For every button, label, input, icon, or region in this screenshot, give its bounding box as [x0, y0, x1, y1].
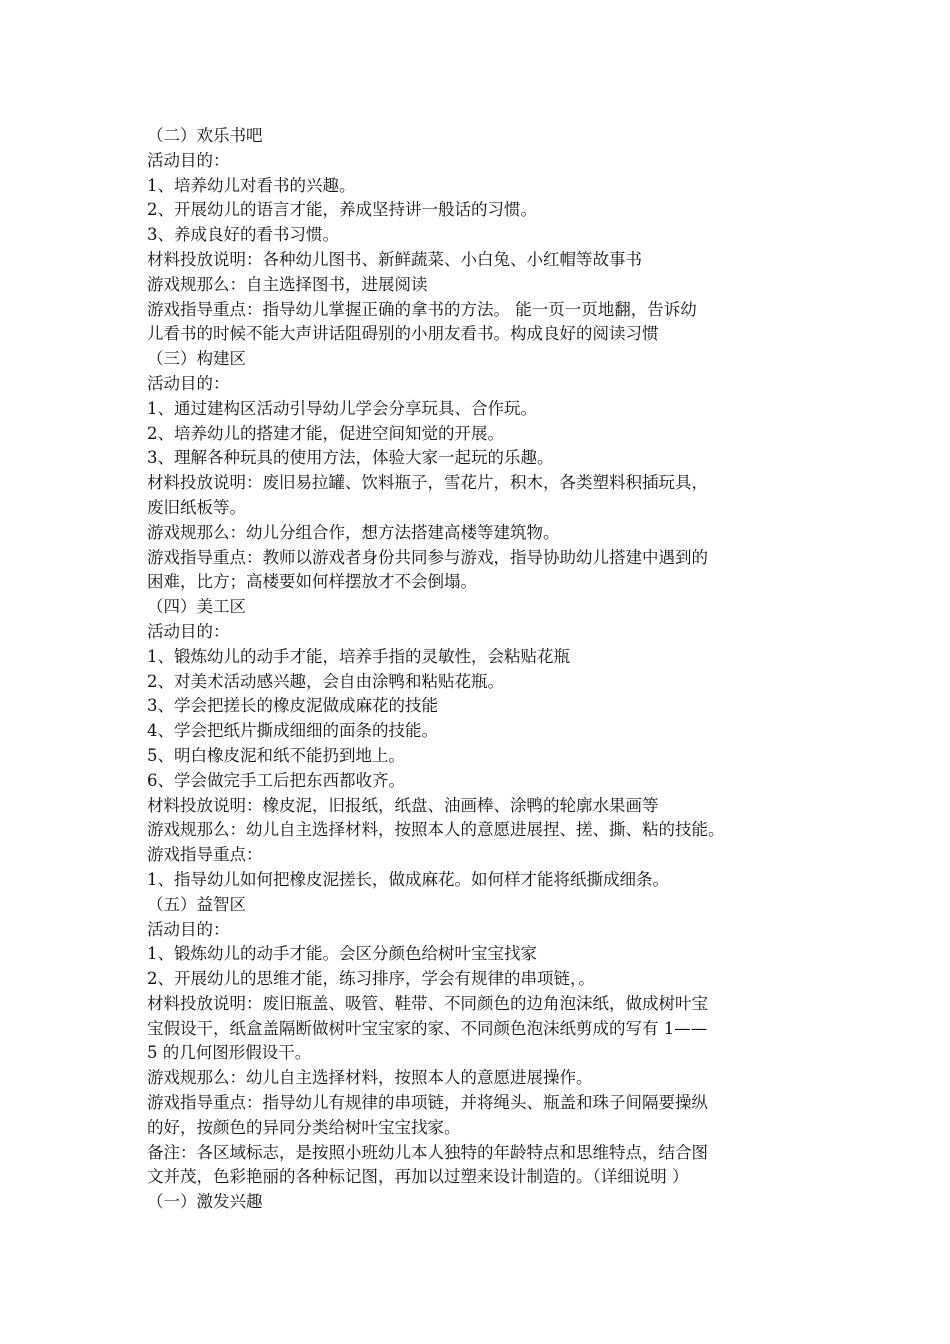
text-line: 游戏规那么：自主选择图书，进展阅读 — [147, 274, 428, 294]
text-line: 活动目的： — [147, 621, 230, 641]
text-line: 儿看书的时候不能大声讲话阻碍别的小朋友看书。构成良好的阅读习惯 — [147, 324, 659, 344]
text-line: 游戏规那么：幼儿自主选择材料，按照本人的意愿进展捏、搓、撕、粘的技能。 — [147, 820, 725, 840]
text-line: 6、学会做完手工后把东西都收齐。 — [147, 770, 405, 790]
section-heading-reading-corner: （二）欢乐书吧 — [147, 126, 263, 145]
section-heading-stimulate-interest: （一）激发兴趣 — [147, 1192, 263, 1212]
text-line: 3、学会把搓长的橡皮泥做成麻花的技能 — [147, 696, 438, 716]
text-line: 2、开展幼儿的思维才能，练习排序，学会有规律的串项链，。 — [147, 969, 595, 989]
text-line: 废旧纸板等。 — [147, 497, 246, 517]
text-line: 宝假设干，纸盒盖隔断做树叶宝宝家的家、不同颜色泡沫纸剪成的写有 1—— — [147, 1018, 708, 1038]
section-heading-building-area: （三）构建区 — [147, 349, 246, 369]
text-line: 材料投放说明：废旧瓶盖、吸管、鞋带、不同颜色的边角泡沫纸，做成树叶宝 — [147, 993, 708, 1013]
section-heading-puzzle-area: （五）益智区 — [147, 894, 246, 914]
text-line: 材料投放说明：废旧易拉罐、饮料瓶子，雪花片，积木，各类塑料积插玩具， — [147, 473, 708, 493]
text-line: 5、明白橡皮泥和纸不能扔到地上。 — [147, 745, 405, 765]
text-line: 活动目的： — [147, 373, 230, 393]
text-line: 2、培养幼儿的搭建才能，促进空间知觉的开展。 — [147, 423, 504, 443]
text-line: 游戏指导重点：指导幼儿掌握正确的拿书的方法。 能一页一页地翻，告诉幼 — [147, 299, 697, 319]
text-line: 5 的几何图形假设干。 — [147, 1043, 312, 1063]
text-line: 1、锻炼幼儿的动手才能。会区分颜色给树叶宝宝找家 — [147, 944, 537, 964]
text-line: 备注：各区域标志，是按照小班幼儿本人独特的年龄特点和思维特点，结合图 — [147, 1142, 708, 1162]
text-line: 游戏规那么：幼儿分组合作，想方法搭建高楼等建筑物。 — [147, 522, 560, 542]
text-line: 游戏规那么：幼儿自主选择材料，按照本人的意愿进展操作。 — [147, 1068, 593, 1088]
document-body — [147, 124, 817, 1215]
text-line: 游戏指导重点：教师以游戏者身份共同参与游戏，指导协助幼儿搭建中遇到的 — [147, 547, 708, 567]
text-line: 2、开展幼儿的语言才能，养成坚持讲一般话的习惯。 — [147, 200, 537, 220]
text-line: 活动目的： — [147, 150, 230, 170]
text-line: 1、锻炼幼儿的动手才能，培养手指的灵敏性，会粘贴花瓶 — [147, 646, 570, 666]
text-line: 材料投放说明：各种幼儿图书、新鲜蔬菜、小白兔、小红帽等故事书 — [147, 249, 642, 269]
text-line: 活动目的： — [147, 919, 230, 939]
text-line: 游戏指导重点：指导幼儿有规律的串项链，并将绳头、瓶盖和珠子间隔要操纵 — [147, 1093, 708, 1113]
text-line: 4、学会把纸片撕成细细的面条的技能。 — [147, 721, 438, 741]
text-line: 的好，按颜色的异同分类给树叶宝宝找家。 — [147, 1117, 461, 1137]
text-line: 1、通过建构区活动引导幼儿学会分享玩具、合作玩。 — [147, 398, 537, 418]
text-line: 3、养成良好的看书习惯。 — [147, 225, 339, 245]
text-line: 2、对美术活动感兴趣，会自由涂鸭和粘贴花瓶。 — [147, 671, 504, 691]
text-line: 游戏指导重点： — [147, 845, 263, 865]
text-line: 1、指导幼儿如何把橡皮泥搓长，做成麻花。如何样才能将纸撕成细条。 — [147, 869, 669, 889]
text-line: 困难，比方；高楼要如何样摆放才不会倒塌。 — [147, 572, 477, 592]
section-heading-art-area: （四）美工区 — [147, 597, 246, 617]
text-line: 3、理解各种玩具的使用方法，体验大家一起玩的乐趣。 — [147, 448, 554, 468]
text-line: 1、培养幼儿对看书的兴趣。 — [147, 175, 356, 195]
text-line: 材料投放说明：橡皮泥，旧报纸，纸盘、油画棒、涂鸭的轮廓水果画等 — [147, 795, 659, 815]
text-line: 文并茂，色彩艳丽的各种标记图，再加以过塑来设计制造的。（详细说明 ） — [147, 1167, 689, 1187]
